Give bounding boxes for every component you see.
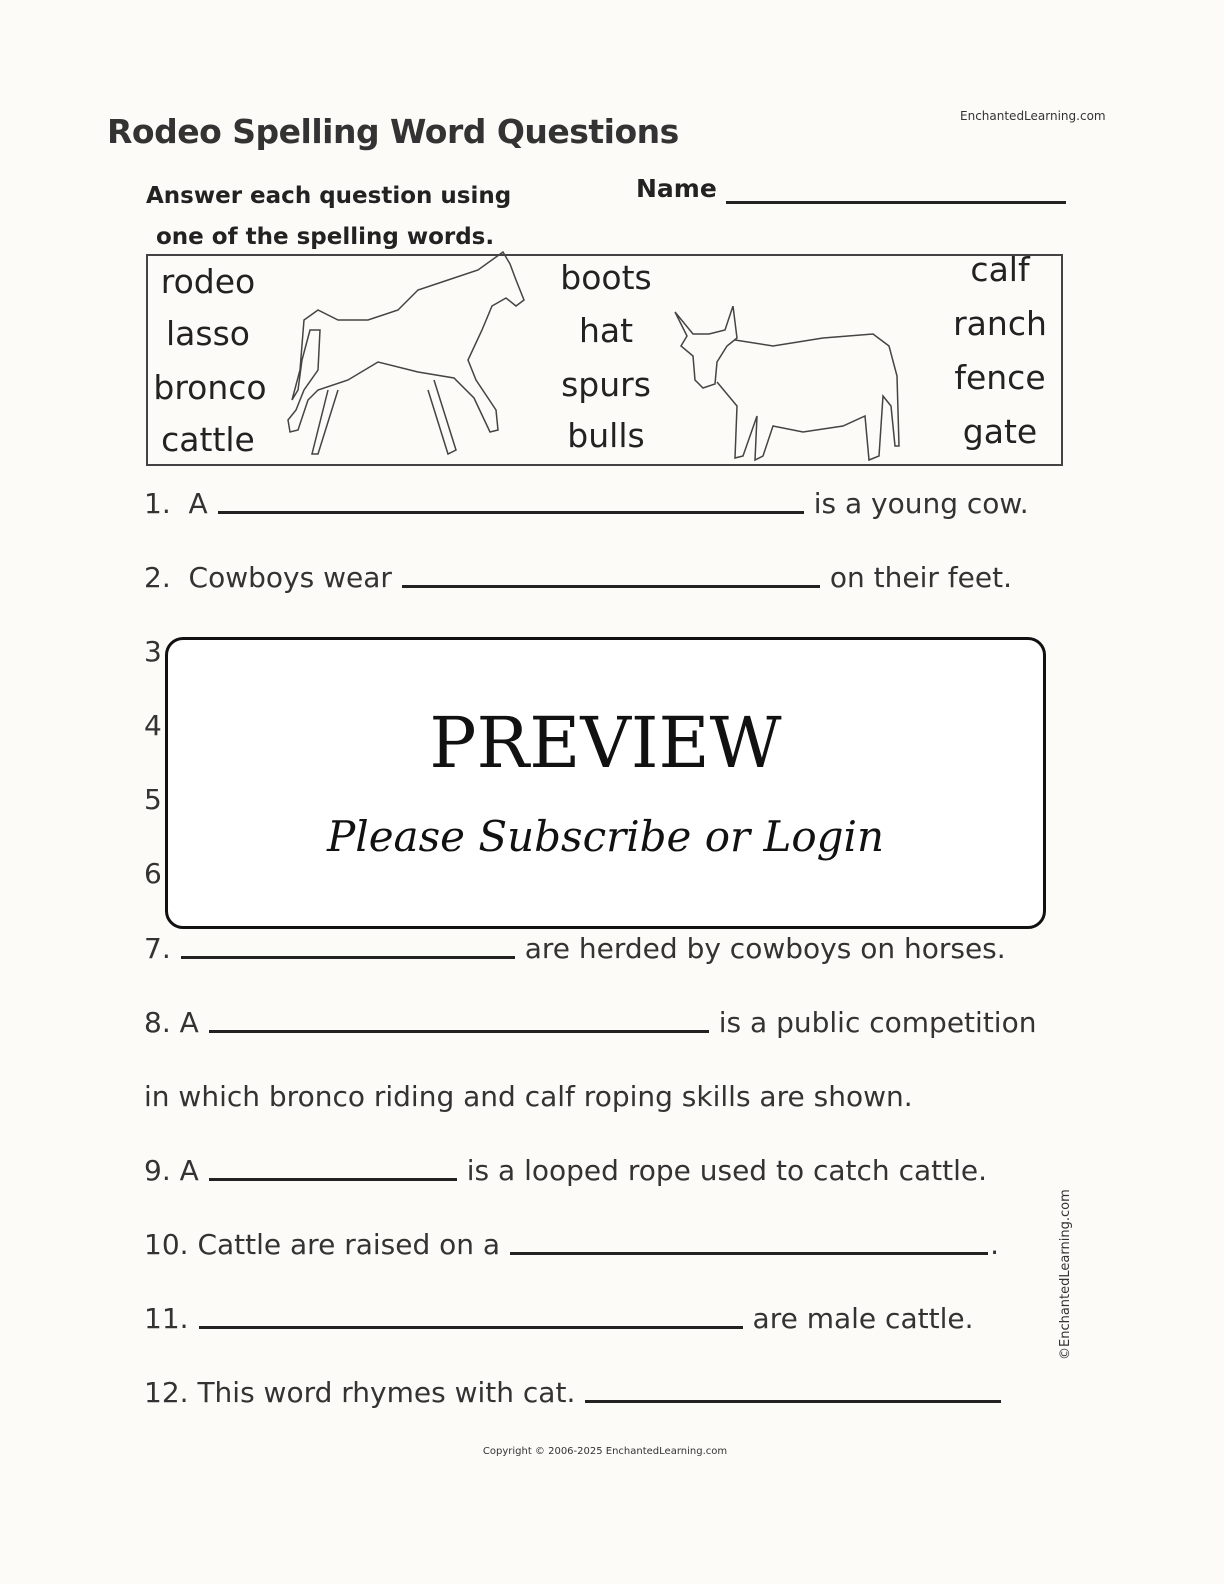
question-text: Cowboys wear [188,561,392,594]
answer-blank[interactable] [199,1326,743,1329]
question-5 [144,776,162,816]
site-link[interactable]: EnchantedLearning.com [960,109,1106,123]
question-text: . [990,1228,999,1261]
question-text: are herded by cowboys on horses. [524,932,1006,965]
question-text: are male cattle. [752,1302,974,1335]
question-8 [144,999,1036,1039]
question-text: on their feet. [829,561,1012,594]
question-number: 2. [144,561,171,594]
question-4 [144,702,162,742]
question-number: 9. [144,1154,171,1187]
question-9 [144,1147,987,1187]
question-number: 11. [144,1302,189,1335]
word: hat [578,311,634,350]
name-label: Name [636,174,717,203]
word: gate [962,412,1038,451]
preview-overlay[interactable] [165,637,1046,929]
word: ranch [953,304,1047,343]
bull-illustration [673,306,913,466]
question-number: 6 [144,857,162,890]
question-text: A [179,1006,199,1039]
question-2 [144,554,1012,594]
question-text: A [179,1154,199,1187]
question-number: 7. [144,932,171,965]
question-text: Cattle are raised on a [197,1228,501,1261]
question-number: 3 [144,635,162,668]
word: calf [970,250,1030,289]
word: boots [560,258,652,297]
word: lasso [166,314,250,353]
word: bulls [567,416,645,455]
question-3 [144,628,162,668]
question-text: A [188,487,208,520]
question-11 [144,1295,973,1335]
question-text: is a young cow. [813,487,1029,520]
word: rodeo [160,262,256,301]
instructions-line: one of the spelling words. [156,224,495,250]
instructions [146,176,511,258]
word: fence [954,358,1046,397]
copyright: Copyright © 2006-2025 EnchantedLearning.com [482,1446,728,1457]
question-number: 1. [144,487,171,520]
word-bank [146,250,1063,466]
question-8-continued [144,1073,913,1113]
subscribe-login-link[interactable]: Please Subscribe or Login [327,812,884,861]
preview-title: PREVIEW [429,702,782,784]
answer-blank[interactable] [209,1178,457,1181]
page-title: Rodeo Spelling Word Questions [107,112,679,151]
question-number: 8. [144,1006,171,1039]
answer-blank[interactable] [181,956,515,959]
question-7 [144,925,1006,965]
question-number: 5 [144,783,162,816]
question-1 [144,480,1029,520]
question-10 [144,1221,999,1261]
side-credit: ©EnchantedLearning.com [1058,1189,1073,1360]
answer-blank[interactable] [209,1030,709,1033]
horse-illustration [278,250,548,462]
name-field[interactable] [726,201,1066,204]
question-6 [144,850,162,890]
word: spurs [561,365,651,404]
instructions-line: Answer each question using [146,183,512,209]
question-text: is a looped rope used to catch cattle. [466,1154,987,1187]
answer-blank[interactable] [218,511,804,514]
question-text: This word rhymes with cat. [197,1376,576,1409]
question-text: in which bronco riding and calf roping skills are shown. [144,1080,913,1113]
question-12 [144,1369,1011,1409]
answer-blank[interactable] [402,585,820,588]
word: cattle [161,420,255,459]
answer-blank[interactable] [585,1400,1001,1403]
question-text: is a public competition [718,1006,1037,1039]
question-number: 10. [144,1228,189,1261]
answer-blank[interactable] [510,1252,988,1255]
question-number: 4 [144,709,162,742]
question-number: 12. [144,1376,189,1409]
word: bronco [153,368,267,407]
